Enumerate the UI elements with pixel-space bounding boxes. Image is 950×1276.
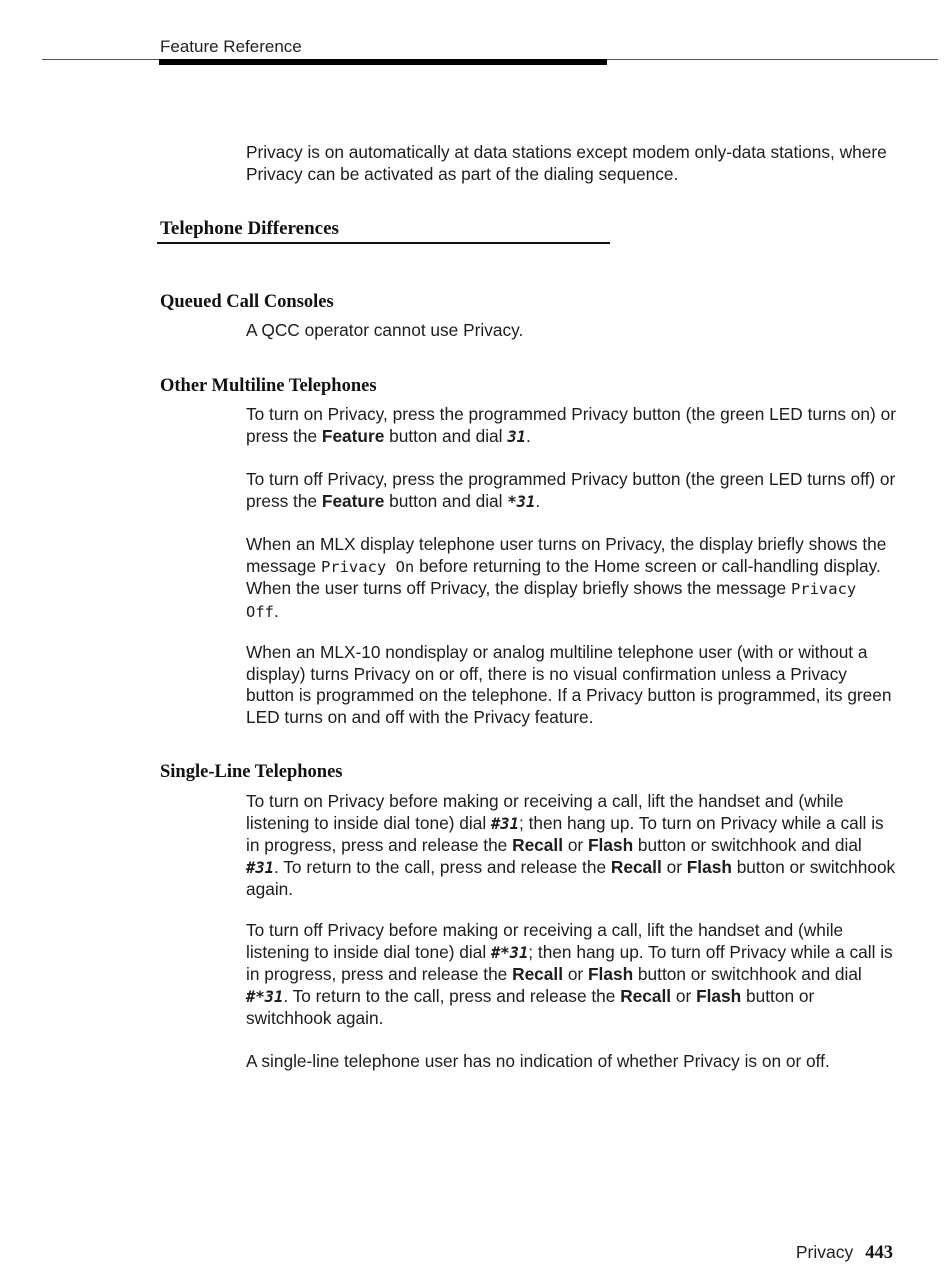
dial-code: *31 <box>507 492 536 511</box>
singleline-paragraph-3: A single-line telephone user has no indication of whether Privacy is on or off. <box>246 1051 830 1071</box>
recall-button-ref: Recall <box>512 964 564 985</box>
text-run: To turn on Privacy before making or receiving a call, lift the handset and (while listening to inside dial tone) dial <box>246 791 844 833</box>
header-thick-rule <box>159 59 607 65</box>
footer-label: Privacy <box>795 1242 854 1262</box>
text-run: . <box>274 600 279 621</box>
text-run: To turn off Privacy, press the programmed Privacy button (the green LED turns off) or press the <box>246 469 896 511</box>
qcc-heading: Queued Call Consoles <box>160 292 334 312</box>
dial-code: #31 <box>246 858 274 877</box>
text-run: . To return to the call, press and release the <box>283 985 621 1006</box>
flash-button-ref: Flash <box>686 856 732 877</box>
text-run: button or switchhook again. <box>246 856 896 900</box>
flash-button-ref: Flash <box>587 835 634 856</box>
section-title: Telephone Differences <box>160 218 339 239</box>
intro-paragraph: Privacy is on automatically at data stations except modem only-data stations, where Privacy can be activated as part of the dialing sequence. <box>246 142 887 184</box>
display-message-off: Privacy Off <box>246 580 857 621</box>
multiline-heading: Other Multiline Telephones <box>160 376 377 396</box>
text-run: or <box>671 985 697 1006</box>
multiline-paragraph-3 <box>246 534 898 623</box>
section-title-rule <box>157 242 610 244</box>
text-run: To turn off Privacy before making or receiving a call, lift the handset and (while listening to inside dial tone) dial <box>246 920 844 962</box>
text-run: button or switchhook and dial <box>633 835 862 856</box>
qcc-paragraph: A QCC operator cannot use Privacy. <box>246 320 524 340</box>
page-number: 443 <box>865 1243 893 1263</box>
multiline-paragraph-2 <box>246 469 898 513</box>
dial-code: #*31 <box>246 987 284 1006</box>
page-footer <box>796 1241 893 1264</box>
text-run: or <box>563 964 588 985</box>
text-run: before returning to the Home screen or call-handling display. When the user turns off Privacy, the display briefly shows the message <box>246 555 881 599</box>
dial-code: 31 <box>507 427 526 446</box>
feature-button-ref: Feature <box>321 490 385 511</box>
text-run: . <box>535 490 541 511</box>
feature-button-ref: Feature <box>321 425 385 446</box>
recall-button-ref: Recall <box>610 856 662 877</box>
text-run: ; then hang up. To turn on Privacy while a call is in progress, press and release the <box>246 812 884 856</box>
flash-button-ref: Flash <box>587 964 634 985</box>
running-head: Feature Reference <box>160 37 302 56</box>
text-run: button and dial <box>384 425 508 446</box>
text-run: When an MLX display telephone user turns on Privacy, the display briefly shows the message <box>246 534 887 576</box>
dial-code: #31 <box>490 814 519 833</box>
text-run: To turn on Privacy, press the programmed Privacy button (the green LED turns on) or press the <box>246 404 896 446</box>
singleline-paragraph-2 <box>246 920 898 1030</box>
text-run: or <box>661 856 687 877</box>
text-run: ; then hang up. To turn off Privacy while a call is in progress, press and release the <box>246 941 893 985</box>
multiline-paragraph-1 <box>246 404 898 448</box>
text-run: . To return to the call, press and release the <box>274 856 611 877</box>
text-run: button or switchhook again. <box>246 985 815 1029</box>
text-run: button and dial <box>384 490 508 511</box>
multiline-paragraph-4: When an MLX-10 nondisplay or analog multiline telephone user (with or without a display) turns Privacy on or off, there is no visual confirmation unless a Privacy button is programmed on the telephone. If a Privacy button is programmed, its green LED turns on and off with the Privacy feature. <box>246 642 892 727</box>
singleline-heading: Single-Line Telephones <box>160 762 343 782</box>
text-run: . <box>526 425 531 446</box>
recall-button-ref: Recall <box>620 985 672 1006</box>
dial-code: #*31 <box>490 943 529 962</box>
recall-button-ref: Recall <box>512 835 564 856</box>
singleline-paragraph-1 <box>246 791 898 901</box>
display-message-on: Privacy On <box>320 557 415 576</box>
text-run: button or switchhook and dial <box>633 964 862 985</box>
flash-button-ref: Flash <box>696 985 742 1006</box>
text-run: or <box>563 835 588 856</box>
